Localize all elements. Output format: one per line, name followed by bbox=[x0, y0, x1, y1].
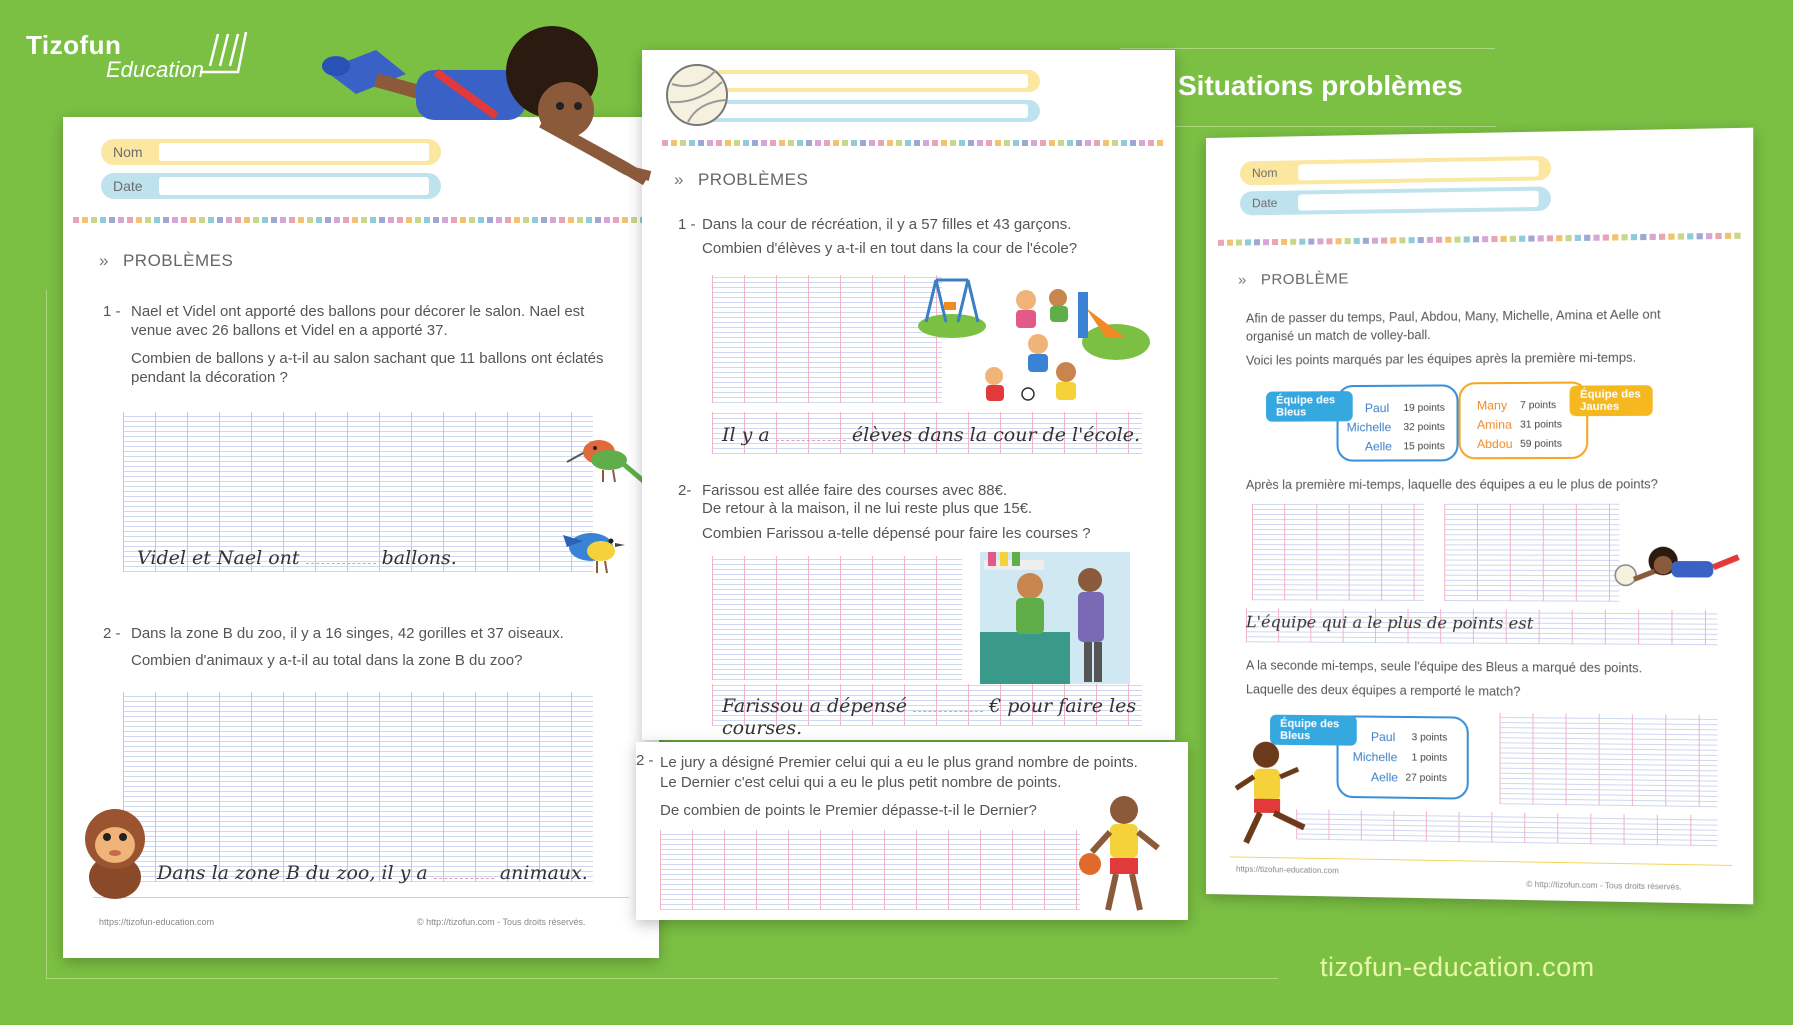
section-title: » PROBLÈMES bbox=[99, 251, 233, 271]
player-name: Many bbox=[1476, 398, 1508, 413]
team-bleus-tag: Équipe des Bleus bbox=[1266, 391, 1353, 422]
problem-number: 2 - bbox=[103, 625, 121, 642]
playground-illustration bbox=[916, 272, 1156, 422]
answer-grid[interactable] bbox=[1444, 504, 1619, 602]
nom-field[interactable] bbox=[1240, 156, 1551, 186]
player-points: 59 points bbox=[1520, 438, 1562, 450]
player-points: 1 points bbox=[1411, 752, 1448, 764]
footer-copyright: © http://tizofun.com - Tous droits réservés. bbox=[417, 917, 586, 927]
brand-logo bbox=[26, 30, 204, 83]
footer-url: https://tizofun-education.com bbox=[1235, 864, 1339, 876]
problem-question: pendant la décoration ? bbox=[131, 369, 288, 386]
page-heading: Situations problèmes bbox=[1178, 70, 1463, 101]
problem-text: organisé un match de volley-ball. bbox=[1245, 327, 1431, 344]
color-divider bbox=[73, 217, 649, 223]
worksheet-middle bbox=[642, 50, 1175, 740]
bird-illustration bbox=[563, 422, 649, 492]
name-strip bbox=[702, 70, 1040, 92]
player-points: 31 points bbox=[1520, 419, 1562, 431]
answer-sentence: Dans la zone B du zoo, il y a animaux. bbox=[157, 862, 588, 884]
problem-question: Laquelle des deux équipes a remporté le match? bbox=[1245, 682, 1521, 699]
date-strip bbox=[702, 100, 1040, 122]
player-points: 27 points bbox=[1405, 772, 1447, 785]
player-name: Paul bbox=[1364, 400, 1390, 416]
player-points: 15 points bbox=[1403, 441, 1445, 453]
answer-grid[interactable] bbox=[712, 275, 942, 403]
worksheet-right bbox=[1206, 128, 1753, 905]
problem-question: De combien de points le Premier dépasse-t-il le Dernier? bbox=[660, 802, 1037, 819]
frame-line-left bbox=[46, 290, 47, 978]
player-name: Amina bbox=[1476, 417, 1512, 432]
problem-question: Combien d'animaux y a-t-il au total dans la zone B du zoo? bbox=[131, 652, 523, 669]
problem-question: Combien Farissou a-telle dépensé pour faire les courses ? bbox=[702, 525, 1091, 542]
answer-grid[interactable] bbox=[1252, 504, 1424, 601]
problem-question: Après la première mi-temps, laquelle des équipes a eu le plus de points? bbox=[1245, 477, 1658, 492]
brand-sub: Education bbox=[106, 57, 204, 82]
answer-sentence: Farissou a dépensé € pour faire les courses. bbox=[722, 695, 1137, 739]
color-divider bbox=[662, 140, 1164, 146]
problem-text: De retour à la maison, il ne lui reste plus que 15€. bbox=[702, 500, 1033, 517]
color-divider bbox=[1218, 233, 1741, 246]
answer-grid[interactable] bbox=[123, 692, 593, 882]
answer-sentence: Il y a élèves dans la cour de l'école. bbox=[722, 424, 1140, 446]
section-title: » PROBLÈME bbox=[1238, 270, 1349, 288]
problem-text: Le Dernier c'est celui qui a eu le plus petit nombre de points. bbox=[660, 774, 1062, 791]
player-name: Aelle bbox=[1370, 770, 1399, 785]
problem-number: 2- bbox=[678, 482, 692, 499]
frame-line-top bbox=[1120, 48, 1495, 49]
problem-text: Voici les points marqués par les équipes après la première mi-temps. bbox=[1245, 350, 1637, 368]
problem-text: Dans la cour de récréation, il y a 57 filles et 43 garçons. bbox=[702, 216, 1072, 233]
problem-number: 1 - bbox=[103, 303, 121, 320]
player-name: Michelle bbox=[1346, 420, 1392, 435]
player-points: 32 points bbox=[1403, 421, 1445, 434]
section-title: » PROBLÈMES bbox=[674, 170, 808, 190]
problem-question: Combien de ballons y a-t-il au salon sachant que 11 ballons ont éclatés bbox=[131, 350, 604, 367]
player-name: Michelle bbox=[1352, 749, 1398, 765]
monkey-illustration bbox=[77, 803, 153, 899]
problem-text: A la seconde mi-temps, seule l'équipe des Bleus a marqué des points. bbox=[1245, 658, 1643, 676]
team-bleus-tag-2: Équipe des Bleus bbox=[1270, 715, 1357, 746]
problem-text: Nael et Videl ont apporté des ballons pour décorer le salon. Nael est bbox=[131, 303, 585, 320]
shop-illustration bbox=[980, 552, 1130, 688]
frame-line-bottom bbox=[46, 978, 1278, 979]
worksheet-left bbox=[63, 117, 659, 958]
worksheet-card bbox=[636, 742, 1188, 920]
nom-label: Nom bbox=[113, 144, 143, 160]
volleyball-icon bbox=[664, 62, 730, 128]
player-name: Abdou bbox=[1476, 436, 1513, 452]
website-link[interactable]: tizofun-education.com bbox=[1320, 952, 1595, 982]
answer-sentence: L'équipe qui a le plus de points est bbox=[1245, 612, 1534, 633]
footer-line bbox=[1230, 856, 1732, 866]
footer-url: https://tizofun-education.com bbox=[99, 917, 215, 927]
problem-question: Combien d'élèves y a-t-il en tout dans la cour de l'école? bbox=[702, 240, 1078, 257]
date-label: Date bbox=[113, 178, 143, 194]
answer-grid[interactable] bbox=[660, 830, 1080, 910]
player-name: Aelle bbox=[1364, 439, 1392, 454]
problem-number: 2 - bbox=[636, 752, 654, 769]
footer-copyright: © http://tizofun.com - Tous droits réservés. bbox=[1526, 879, 1682, 892]
answer-grid[interactable] bbox=[1500, 713, 1718, 807]
nom-label: Nom bbox=[1251, 165, 1278, 181]
basketball-player-illustration bbox=[1076, 792, 1176, 916]
problem-text: Afin de passer du temps, Paul, Abdou, Many, Michelle, Amina et Aelle ont bbox=[1245, 307, 1661, 326]
problem-text: Dans la zone B du zoo, il y a 16 singes, 42 gorilles et 37 oiseaux. bbox=[131, 625, 564, 642]
volleyball-player-illustration bbox=[1613, 538, 1745, 602]
answer-grid[interactable] bbox=[1296, 809, 1717, 846]
bird-illustration bbox=[553, 517, 643, 577]
player-name: Paul bbox=[1370, 729, 1396, 745]
team-jaunes-tag: Équipe des Jaunes bbox=[1570, 385, 1653, 416]
brand-name: Tizofun bbox=[26, 30, 122, 60]
answer-grid[interactable] bbox=[712, 556, 962, 680]
answer-sentence: Videl et Nael ont ballons. bbox=[137, 547, 457, 569]
problem-number: 1 - bbox=[678, 216, 696, 233]
player-points: 19 points bbox=[1403, 402, 1445, 415]
problem-text: Farissou est allée faire des courses avec 88€. bbox=[702, 482, 1008, 499]
books-icon bbox=[196, 26, 254, 78]
kicking-boy-illustration bbox=[1226, 738, 1316, 850]
player-points: 3 points bbox=[1411, 732, 1448, 744]
player-points: 7 points bbox=[1520, 400, 1557, 412]
problem-text: Le jury a désigné Premier celui qui a eu le plus grand nombre de points. bbox=[660, 754, 1138, 771]
problem-text: venue avec 26 ballons et Videl en a apporté 37. bbox=[131, 322, 448, 339]
date-label: Date bbox=[1251, 195, 1278, 211]
footer-line bbox=[93, 897, 629, 898]
date-field[interactable] bbox=[1240, 186, 1551, 215]
diving-girl-illustration bbox=[316, 10, 666, 188]
